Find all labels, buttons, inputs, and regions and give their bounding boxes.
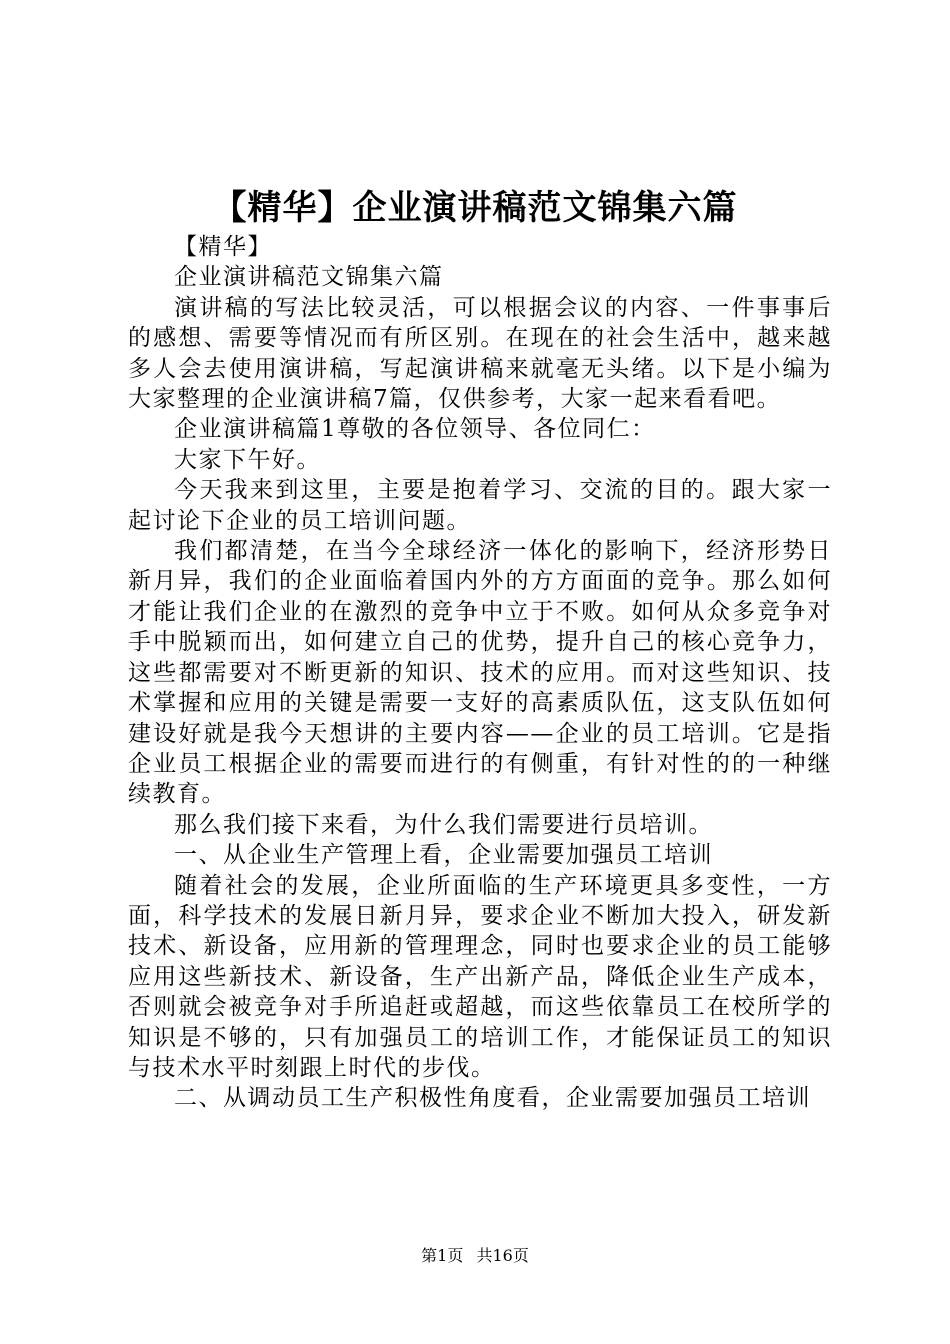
paragraph-section-two-heading: 二、从调动员工生产积极性角度看，企业需要加强员工培训 bbox=[174, 1085, 811, 1112]
paragraph-speech-heading: 企业演讲稿篇1尊敬的各位领导、各位同仁： bbox=[174, 416, 656, 443]
page-footer bbox=[0, 1244, 950, 1268]
paragraph-subtitle: 企业演讲稿范文锦集六篇 bbox=[174, 264, 444, 291]
document-title: 【精华】企业演讲稿范文锦集六篇 bbox=[212, 188, 738, 228]
paragraph-purpose: 今天我来到这里，主要是抱着学习、交流的目的。跟大家一起讨论下企业的员工培训问题。 bbox=[128, 477, 832, 534]
paragraph-section-one-body: 随着社会的发展，企业所面临的生产环境更具多变性，一方面，科学技术的发展日新月异，要求企业不断加大投入，研发新技术、新设备，应用新的管理理念，同时也要求企业的员工能够应用这些新技术、新设备，生产出新产品，降低企业生产成本，否则就会被竞争对手所追赶或超越，而这些依靠员工在校所学的知识是不够的，只有加强员工的培训工作，才能保证员工的知识与技术水平时刻跟上时代的步伐。 bbox=[128, 872, 832, 1081]
page-number: 第1页 bbox=[421, 1246, 464, 1265]
paragraph-tag: 【精华】 bbox=[174, 234, 272, 260]
document-body bbox=[128, 232, 832, 1114]
paragraph-greeting: 大家下午好。 bbox=[174, 446, 321, 473]
paragraph-section-one-heading: 一、从企业生产管理上看，企业需要加强员工培训 bbox=[174, 842, 713, 869]
page-total: 共16页 bbox=[476, 1246, 529, 1265]
paragraph-background: 我们都清楚，在当今全球经济一体化的影响下，经济形势日新月异，我们的企业面临着国内外的方方面面的竞争。那么如何才能让我们企业的在激烈的竞争中立于不败。如何从众多竞争对手中脱颖而出，如何建立自己的优势，提升自己的核心竞争力，这些都需要对不断更新的知识、技术的应用。而对这些知识、技术掌握和应用的关键是需要一支好的高素质队伍，这支队伍如何建设好就是我今天想讲的主要内容——企业的员工培训。它是指企业员工根据企业的需要而进行的有侧重，有针对性的的一种继续教育。 bbox=[128, 538, 832, 808]
paragraph-transition: 那么我们接下来看，为什么我们需要进行员培训。 bbox=[174, 811, 713, 838]
paragraph-intro: 演讲稿的写法比较灵活，可以根据会议的内容、一件事事后的感想、需要等情况而有所区别。在现在的社会生活中，越来越多人会去使用演讲稿，写起演讲稿来就毫无头绪。以下是小编为大家整理的企业演讲稿7篇，仅供参考，大家一起来看看吧。 bbox=[128, 294, 832, 413]
